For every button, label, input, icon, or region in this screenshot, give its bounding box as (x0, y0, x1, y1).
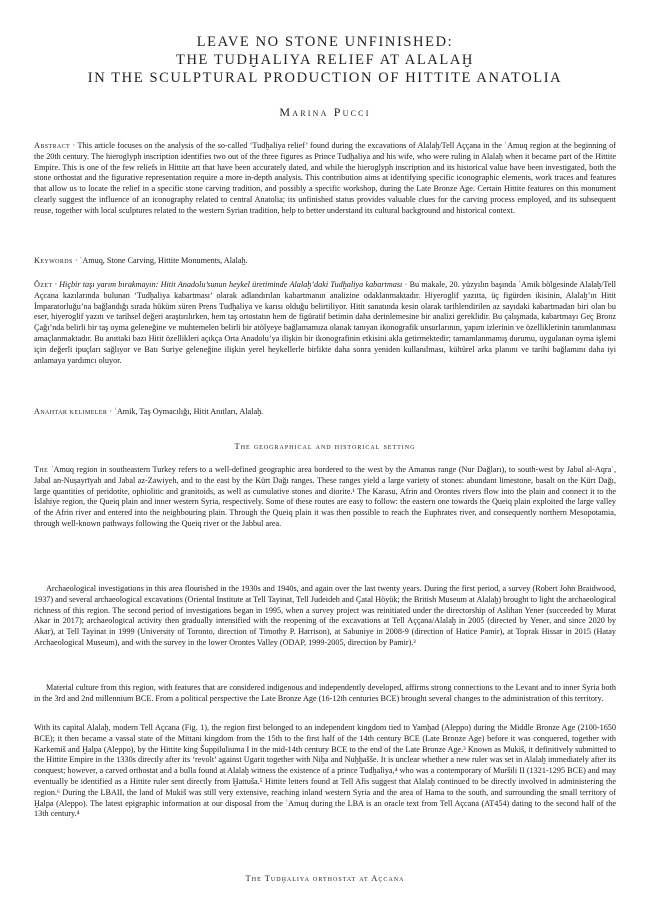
author-name: Marina Pucci (279, 105, 371, 119)
anahtar-paragraph (34, 407, 616, 418)
body-paragraph-3: Material culture from this region, with features that are considered indigenous and independently developed, affirms strong connections to the Levant and to inner Syria both in the 3rd and 2nd millennium BCE. From a political perspective the Late Bronze Age (16-12th centuries BCE) brought several changes to the administration of this territory. (34, 683, 616, 703)
body-paragraph-1 (34, 465, 616, 530)
abstract-paragraph (34, 141, 616, 217)
section-heading-geography: The geographical and historical setting (234, 441, 416, 451)
body-paragraph-1-text: ʿAmuq region in southeastern Turkey refers to a well-defined geographic area bordered to the west by the Amanus range (Nur Dağları), to south-west by Jabal al-Aqraʿ, Jabal an-Nuṣayrīyah and Jabal az-Zawiyeh, and to the east by the Kürt Dağı ranges. These ranges yield a large variety of stones: abundant limestone, basalt on the Kürt Dağı, large quantities of peridotite, ophiolitic and granitoids, as well as cumulative stones and diorite.¹ The Karasu, Afrin and Orontes rivers flow into the plain and connect it to the İslahiye region, the Queiq plain and inner western Syria, respectively. Some of these routes are easy to follow: the eastern one towards the Queiq plain exploited the large valley of the Afrin river and entered into the neighbouring plain. Through the Queiq plain it was then possible to reach the Euphrates river, and consequently northern Mesopotamia, through well-known pathways following the Queiq river or the Jabbul area. (34, 465, 616, 528)
ozet-italic-title: · Hiçbir taşı yarım bırakmayın: Hitit Anadolu’sunun heykel üretiminde Alalaḫ’daki Tudḫaliya kabartması (52, 280, 403, 289)
article-title-line-1: LEAVE NO STONE UNFINISHED: (196, 34, 454, 50)
ozet-label: Özet (34, 280, 53, 289)
article-title-line-2: THE TUDḪALIYA RELIEF AT ALALAḪ (176, 52, 474, 68)
anahtar-text: · ʿAmik, Taş Oymacılığı, Hitit Anıtları, Alalaḫ. (107, 407, 264, 416)
article-title-line-3: IN THE SCULPTURAL PRODUCTION OF HITTITE ANATOLIA (87, 70, 563, 86)
ozet-paragraph (34, 280, 616, 366)
section-heading-orthostat: The Tudḫaliya orthostat at Açcana (245, 873, 405, 883)
keywords-text: · ʿAmuq, Stone Carving, Hittite Monuments, Alalaḫ. (72, 256, 248, 265)
keywords-label: Keywords (34, 256, 73, 265)
abstract-label: Abstract (34, 141, 71, 150)
body-lead-word: The (34, 465, 49, 474)
anahtar-label: Anahtar kelimeler (34, 407, 108, 416)
ozet-text: · Bu makale, 20. yüzyılın başında ʿAmik bölgesinde Alalaḫ/Tell Açcana kazılarında bulunan ‘Tudḫaliya kabartması’ olarak adlandırılan kabartmanın analizine odaklanmaktadır. Hiyeroglif yazıtta, üç figürden ikisinin, Alalaḫ’ın Hitit İmparatorluğu’na bağlandığı sırada hüküm süren Prens Tudḫaliya ve karısı olduğu belirtiliyor. Hitit sanatında kesin olarak tarihlendirilen az sayıdaki kabartmadan biri olan bu eser, hiyeroglif yazıtı ve tarihsel değeri araştırılırken, hem taş ortostatın hem de figüratif betimin daha derinlemesine bir analizi gereklidir. Bu çalışmada, kabartmayı Geç Bronz Çağı’nda belirli bir taş oyma geleneğine ve muhtemelen belirli bir atölyeye bağlamamıza olanak tanıyan ikonografik unsurlarının, yapım izlerinin ve özelliklerinin tanımlanması amaçlanmaktadır. Bu anıttaki bazı Hitit özellikleri açıkça Orta Anadolu’ya ilişkin bir ikonografinin etkisini akla getirmektedir; tamamlanmamış durumu, uygulanan oyma işlemi için değerli ipuçları sağlıyor ve Batı Suriye geleneğine ilişkin yerel heykellerle birlikte daha sonra yeniden kullanılması, kültürel arka planını ve tarihi bağlamını daha iyi anlamaya yardımcı oluyor. (34, 280, 616, 365)
body-paragraph-2: Archaeological investigations in this area flourished in the 1930s and 1940s, and again over the last twenty years. During the first period, a survey (Robert John Braidwood, 1937) and several archaeological excavations (Oriental Institute at Tell Tayinat, Tell Judeideh and Çatal Höyük; the British Museum at Alalaḫ) brought to light the archaeological richness of this region. The second period of investigations began in 1995, when a survey project was reinitiated under the directorship of Aslihan Yener (succeeded by Murat Akar in 2017); archaeological activity then gradually intensified with the reopening of the excavations at Tell Aççana/Alalaḫ in 2005 (directed by Yener, and since 2020 by Akar), at Tell Tayinat in 1999 (University of Toronto, direction of Timothy P. Harrison), at Sabuniye in 2008-9 (direction of Hatice Pamir), at Toprak Hissar in 2015 (Hatay Archaeological Museum), and with the survey in the lower Orontes Valley (ODAP, 1999-2005, direction by Pamir).² (34, 584, 616, 647)
abstract-text: · This article focuses on the analysis of the so-called ‘Tudḫaliya relief’ found during the excavations of Alalaḫ/Tell Aççana in the ʿAmuq region at the beginning of the 20th century. The hieroglyph inscription identifies two out of the three figures as Prince Tudḫaliya and his wife, who were ruling in Alalaḫ when it became part of the Hittite Empire. This is one of the few reliefs in Hittite art that have been accurately dated, and while the hieroglyph inscription and its historical value have been investigated, both the stone orthostat and the figurative representation require a more in-depth analysis. This contribution aims at identifying specific iconographic elements, work traces and features that allow us to locate the relief in a specific stone carving tradition, and possibly a specific workshop, during the Late Bronze Age. Certain Hittite features on this monument clearly suggest the influence of an iconography related to central Anatolia; its unfinished status provides valuable clues for the carving process employed, and its subsequent reuse, together with local sculptures related to the western Syrian tradition, help to better understand its cultural background and historical context. (34, 141, 616, 215)
body-paragraph-4: With its capital Alalaḫ, modern Tell Açcana (Fig. 1), the region first belonged to an independent kingdom tied to Yamḫad (Aleppo) during the Middle Bronze Age (2100-1650 BCE); it then became a vassal state of the Mittani kingdom from the 15th to the first half of the 14th century BCE (Late Bronze Age) before it was conquered, together with Karkemiš and Ḫalpa (Aleppo), by the Hittite king Šuppiluliuma I in the mid-14th century BCE to the end of the Late Bronze Age.³ Known as Mukiš, it definitively submitted to the Hittite Empire in the 1330s directly after its ‘revolt’ against Ugarit together with Niḫa and Nuḫḫašše. It is unclear whether a new ruler was set in Alalaḫ immediately after its conquest; however, a carved orthostat and a bulla found at Alalaḫ witness the existence of a prince Tudḫaliya,⁴ who was a contemporary of Muršili II (1321-1295 BCE) and may eventually be identified as a Hittite ruler sent directly from Ḫattuša.⁵ Hittite letters found at Tell Afis suggest that Alalaḫ continued to be directly involved in administering the region.⁶ During the LBAII, the land of Mukiš was still very extensive, reaching inland western Syria and the area of Hama to the south, and surrounding the small territory of Ḫalpa (Aleppo). The latest epigraphic information at our disposal from the ʿAmuq during the LBA is an oracle text from Tell Açcana (AT454) dating to the second half of the 13th century.⁴ (34, 723, 616, 819)
keywords-paragraph (34, 256, 616, 267)
